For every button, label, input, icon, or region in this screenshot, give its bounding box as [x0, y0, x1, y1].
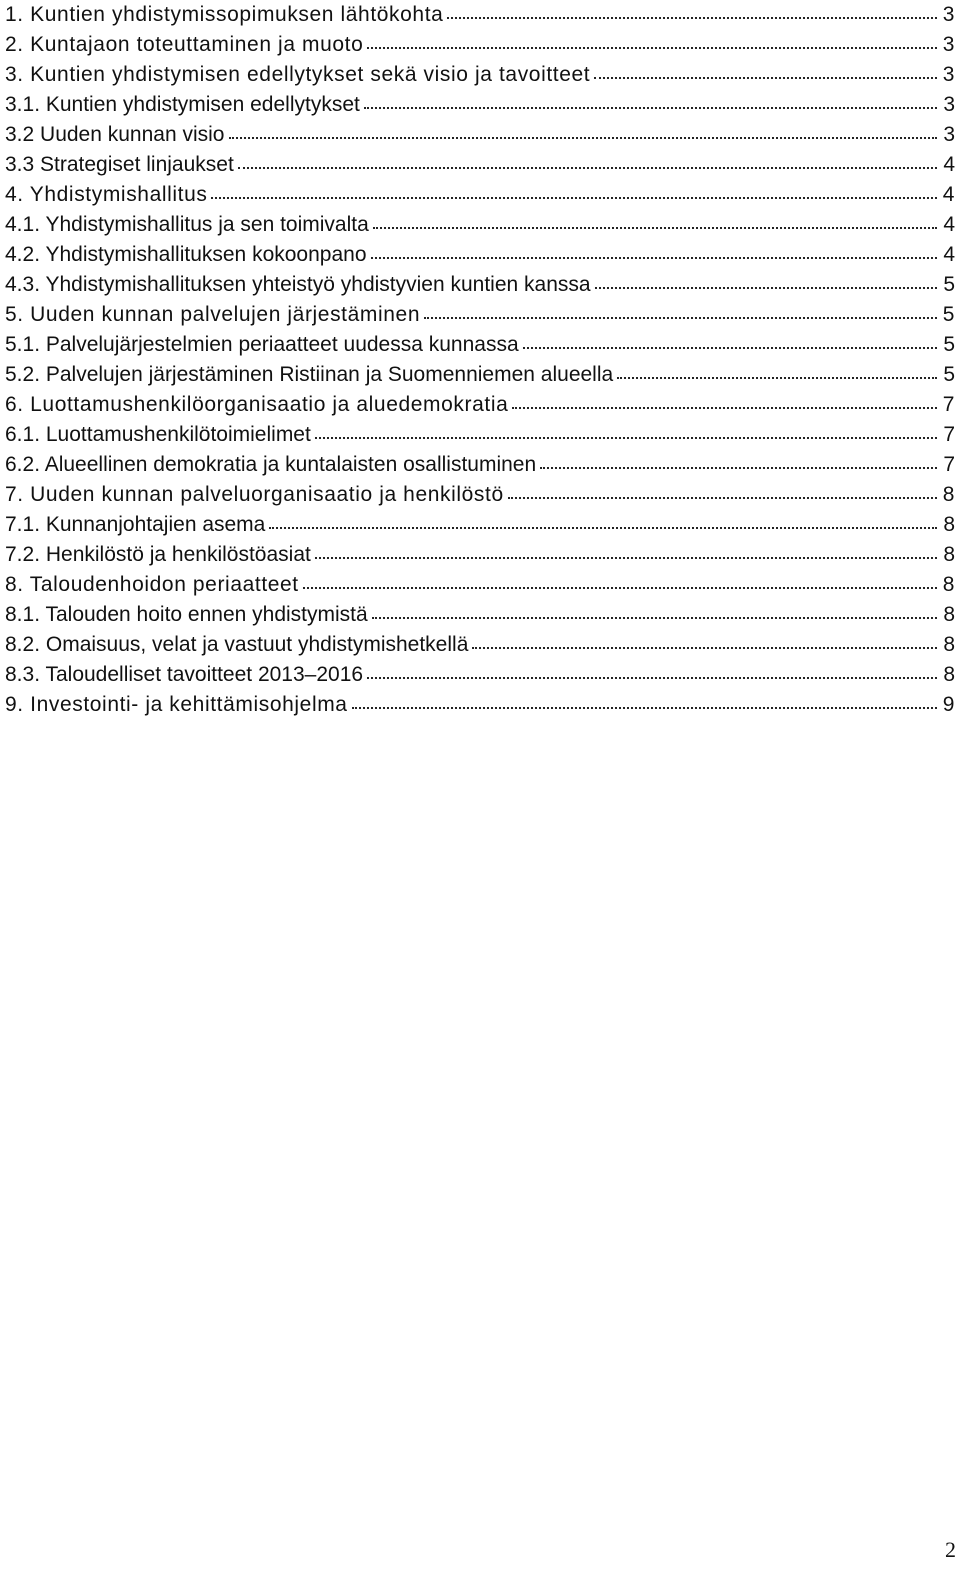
dot-leader: [508, 496, 937, 499]
toc-entry-page: 9: [942, 693, 955, 716]
dot-leader: [371, 256, 937, 259]
toc-entry[interactable]: [5, 390, 955, 420]
toc-entry-page: 4: [943, 153, 955, 176]
toc-entry-title: 4. Yhdistymishallitus: [5, 183, 208, 206]
toc-entry[interactable]: [5, 150, 955, 180]
dot-leader: [472, 646, 937, 649]
toc-entry[interactable]: [5, 180, 955, 210]
toc-entry-page: 5: [943, 333, 955, 356]
toc-entry-title: 8.2. Omaisuus, velat ja vastuut yhdistymishetkellä: [5, 633, 469, 656]
toc-entry-title: 6.1. Luottamushenkilötoimielimet: [5, 423, 311, 446]
dot-leader: [364, 106, 937, 109]
toc-entry-page: 7: [943, 423, 955, 446]
dot-leader: [211, 196, 937, 199]
toc-entry-title: 8. Taloudenhoidon periaatteet: [5, 573, 299, 596]
toc-entry-title: 5.2. Palvelujen järjestäminen Ristiinan ja Suomenniemen alueella: [5, 363, 614, 386]
dot-leader: [303, 586, 937, 589]
toc-entry-page: 4: [943, 243, 955, 266]
toc-entry-page: 4: [942, 183, 955, 206]
toc-entry[interactable]: [5, 690, 955, 720]
toc-entry-page: 8: [943, 663, 955, 686]
dot-leader: [617, 376, 937, 379]
dot-leader: [269, 526, 937, 529]
toc-entry[interactable]: [5, 360, 955, 390]
toc-entry-title: 3. Kuntien yhdistymisen edellytykset sekä visio ja tavoitteet: [5, 63, 591, 86]
toc-entry-page: 3: [943, 93, 955, 116]
toc-entry[interactable]: [5, 30, 955, 60]
dot-leader: [424, 316, 937, 319]
page-number: 2: [945, 1537, 956, 1562]
toc-entry-title: 6.2. Alueellinen demokratia ja kuntalaisten osallistuminen: [5, 453, 537, 476]
toc-entry-page: 8: [942, 573, 955, 596]
dot-leader: [315, 556, 937, 559]
dot-leader: [367, 676, 937, 679]
dot-leader: [373, 226, 937, 229]
toc-entry[interactable]: [5, 450, 955, 480]
dot-leader: [447, 16, 937, 19]
toc-entry[interactable]: [5, 480, 955, 510]
dot-leader: [315, 436, 937, 439]
toc-entry-page: 3: [943, 123, 955, 146]
toc-entry-page: 3: [942, 3, 955, 26]
toc-entry[interactable]: [5, 300, 955, 330]
toc-entry[interactable]: [5, 540, 955, 570]
toc-entry[interactable]: [5, 420, 955, 450]
toc-entry[interactable]: [5, 330, 955, 360]
dot-leader: [512, 406, 937, 409]
dot-leader: [352, 706, 937, 709]
toc-entry[interactable]: [5, 0, 955, 30]
toc-entry-title: 2. Kuntajaon toteuttaminen ja muoto: [5, 33, 364, 56]
toc-entry-title: 4.3. Yhdistymishallituksen yhteistyö yhdistyvien kuntien kanssa: [5, 273, 591, 296]
toc-entry[interactable]: [5, 270, 955, 300]
toc-entry-page: 7: [943, 453, 955, 476]
toc-entry[interactable]: [5, 210, 955, 240]
toc-entry-page: 8: [943, 543, 955, 566]
toc-entry-title: 4.2. Yhdistymishallituksen kokoonpano: [5, 243, 367, 266]
toc-entry-title: 3.3 Strategiset linjaukset: [5, 153, 234, 176]
dot-leader: [229, 136, 938, 139]
toc-entry-page: 5: [943, 273, 955, 296]
toc-entry-title: 3.2 Uuden kunnan visio: [5, 123, 225, 146]
dot-leader: [367, 46, 937, 49]
toc-entry-page: 8: [943, 633, 955, 656]
toc-entry-page: 8: [943, 603, 955, 626]
dot-leader: [595, 286, 937, 289]
toc-entry-title: 7. Uuden kunnan palveluorganisaatio ja henkilöstö: [5, 483, 504, 506]
toc-entry-title: 8.1. Talouden hoito ennen yhdistymistä: [5, 603, 368, 626]
toc-entry-title: 7.1. Kunnanjohtajien asema: [5, 513, 266, 536]
toc-entry-title: 9. Investointi- ja kehittämisohjelma: [5, 693, 348, 716]
toc-entry[interactable]: [5, 60, 955, 90]
toc-entry-title: 8.3. Taloudelliset tavoitteet 2013–2016: [5, 663, 364, 686]
dot-leader: [372, 616, 937, 619]
toc-entry-title: 3.1. Kuntien yhdistymisen edellytykset: [5, 93, 360, 116]
toc-entry-page: 4: [943, 213, 955, 236]
toc-entry-title: 5.1. Palvelujärjestelmien periaatteet uudessa kunnassa: [5, 333, 519, 356]
toc-entry-title: 6. Luottamushenkilöorganisaatio ja aluedemokratia: [5, 393, 509, 416]
toc-entry[interactable]: [5, 240, 955, 270]
toc-entry-title: 5. Uuden kunnan palvelujen järjestäminen: [5, 303, 421, 326]
toc-entry-page: 3: [942, 63, 955, 86]
toc-entry-title: 4.1. Yhdistymishallitus ja sen toimivalta: [5, 213, 369, 236]
dot-leader: [540, 466, 937, 469]
toc-entry[interactable]: [5, 570, 955, 600]
toc-entry-title: 1. Kuntien yhdistymissopimuksen lähtökohta: [5, 3, 444, 26]
toc-entry-title: 7.2. Henkilöstö ja henkilöstöasiat: [5, 543, 311, 566]
toc-entry[interactable]: [5, 90, 955, 120]
toc-entry[interactable]: [5, 630, 955, 660]
toc-entry[interactable]: [5, 600, 955, 630]
toc-entry-page: 8: [942, 483, 955, 506]
dot-leader: [238, 166, 937, 169]
toc-entry-page: 3: [942, 33, 955, 56]
toc-entry-page: 5: [943, 363, 955, 386]
dot-leader: [523, 346, 937, 349]
toc-entry[interactable]: [5, 120, 955, 150]
toc-entry-page: 5: [942, 303, 955, 326]
toc-entry-page: 8: [943, 513, 955, 536]
toc-entry[interactable]: [5, 660, 955, 690]
table-of-contents: [5, 0, 955, 720]
toc-entry[interactable]: [5, 510, 955, 540]
dot-leader: [594, 76, 937, 79]
toc-entry-page: 7: [942, 393, 955, 416]
